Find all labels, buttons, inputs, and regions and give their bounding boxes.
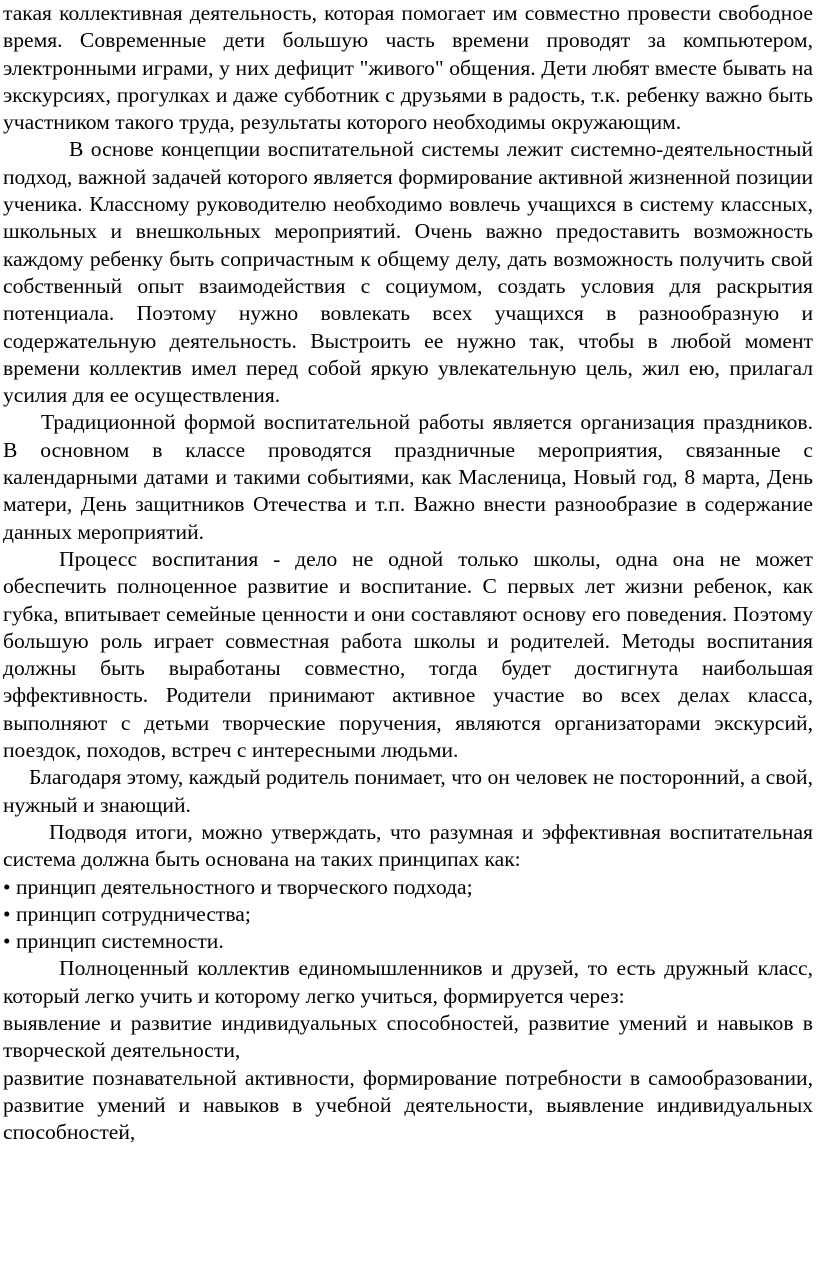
list-item: • принцип системности. (3, 929, 224, 954)
paragraph-holidays: Традиционной формой воспитательной работы является организация праздников. В основном в классе проводятся праздничные мероприятия, связанные с календарными датами и такими событиями, как Масленица, Новый год, 8 марта, День матери, День защитников Отечества и т.п. Важно внести разнообразие в содержание данных мероприятий. (3, 410, 813, 544)
paragraph-concept: В основе концепции воспитательной системы лежит системно-деятельностный подход, важной задачей которого является формирование активной жизненной позиции ученика. Классному руководителю необходимо вовлечь учащихся в систему классных, школьных и внешкольных мероприятий. Очень важно предоставить возможность каждому ребенку быть сопричастным к общему делу, дать возможность получить свой собственный опыт взаимодействия с социумом, создать условия для раскрытия потенциала. Поэтому нужно вовлекать всех учащихся в разнообразную и содержательную деятельность. Выстроить ее нужно так, чтобы в любой момент времени коллектив имел перед собой яркую увлекательную цель, жил ею, прилагал усилия для ее осуществления. (3, 137, 813, 408)
list-item: • принцип деятельностного и творческого подхода; (3, 874, 473, 899)
paragraph-thanks: Благодаря этому, каждый родитель понимает, что он человек не посторонний, а свой, нужный и знающий. (3, 765, 813, 817)
paragraph-collective: Полноценный коллектив единомышленников и друзей, то есть дружный класс, который легко учить и которому легко учиться, формируется через: (3, 956, 813, 1008)
paragraph-abilities: выявление и развитие индивидуальных способностей, развитие умений и навыков в творческой деятельности, (3, 1010, 813, 1063)
paragraph-leisure: такая коллективная деятельность, которая помогает им совместно провести свободное время. Современные дети большую часть времени проводят за компьютером, электронными играми, у них дефицит "живого" общения. Дети любят вместе бывать на экскурсиях, прогулках и даже субботник с друзьями в радость, т.к. ребенку важно быть участником такого труда, результаты которого необходимы окружающим. (3, 1, 813, 135)
paragraph-summary: Подводя итоги, можно утверждать, что разумная и эффективная воспитательная система должна быть основана на таких принципах как: (3, 819, 813, 872)
list-item: • принцип сотрудничества; (3, 901, 251, 926)
paragraph-cognitive: развитие познавательной активности, формирование потребности в самообразовании, развитие умений и навыков в учебной деятельности, выявление индивидуальных способностей, (3, 1065, 813, 1145)
paragraph-parents: Процесс воспитания - дело не одной только школы, одна она не может обеспечить полноценное развитие и воспитание. С первых лет жизни ребенок, как губка, впитывает семейные ценности и они составляют основу его поведения. Поэтому большую роль играет совместная работа школы и родителей. Методы воспитания должны быть выработаны совместно, тогда будет достигнута наибольшая эффективность. Родители принимают активное участие во всех делах класса, выполняют с детьми творческие поручения, являются организаторами экскурсий, поездок, походов, встреч с интересными людьми. (3, 546, 813, 763)
